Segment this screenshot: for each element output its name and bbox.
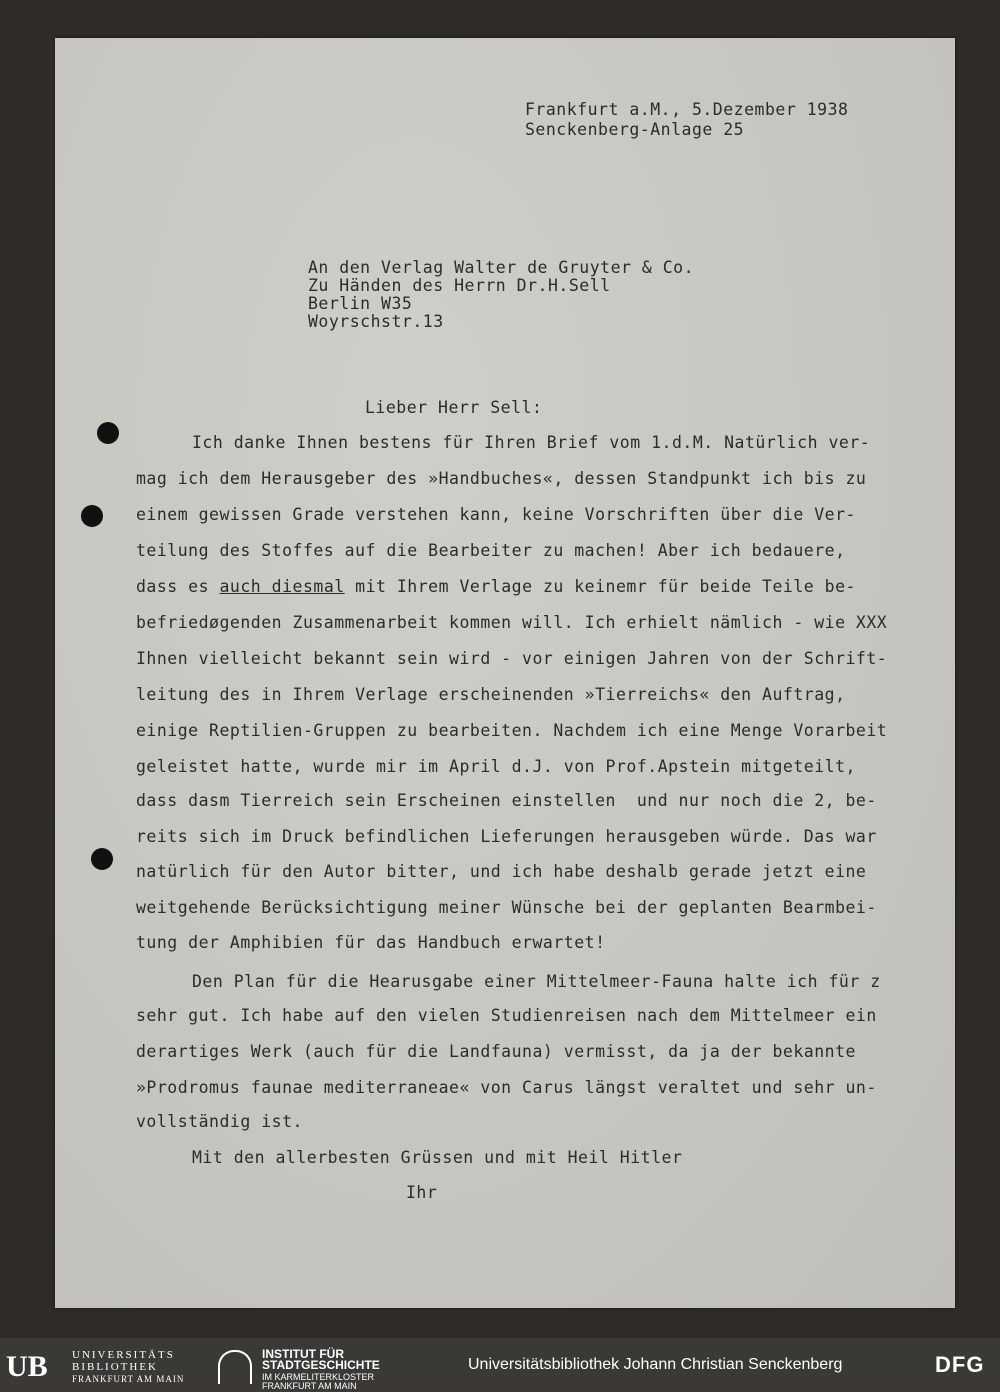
body-line: »Prodromus faunae mediterraneae« von Carus längst veraltet und sehr un- xyxy=(136,1078,877,1097)
closing-line: Mit den allerbesten Grüssen und mit Heil Hitler xyxy=(192,1148,683,1167)
body-line: dass dasm Tierreich sein Erscheinen einstellen und nur noch die 2, be- xyxy=(136,791,877,810)
ub-logo-line: BIBLIOTHEK xyxy=(72,1361,158,1373)
body-line: weitgehende Berücksichtigung meiner Wünsche bei der geplanten Bearmbei- xyxy=(136,898,877,917)
body-line: tung der Amphibien für das Handbuch erwartet! xyxy=(136,933,606,952)
body-line: geleistet hatte, wurde mir im April d.J. von Prof.Apstein mitgeteilt, xyxy=(136,757,856,776)
body-line: reits sich im Druck befindlichen Lieferungen herausgeben würde. Das war xyxy=(136,827,877,846)
arch-icon xyxy=(218,1350,252,1384)
ub-logo-line: FRANKFURT AM MAIN xyxy=(72,1374,185,1384)
street-line: Senckenberg-Anlage 25 xyxy=(525,120,745,139)
punch-hole xyxy=(91,848,113,870)
underlined-phrase: auch diesmal xyxy=(219,577,345,596)
body-line: befriedøgenden Zusammenarbeit kommen will. Ich erhielt nämlich - wie XXX xyxy=(136,613,888,632)
isg-logo xyxy=(218,1347,418,1391)
body-line xyxy=(136,577,856,596)
body-line: Den Plan für die Hearusgabe einer Mittelmeer-Fauna halte ich für z xyxy=(192,972,881,991)
footer-title: Universitätsbibliothek Johann Christian Senckenberg xyxy=(468,1356,843,1373)
body-line: leitung des in Ihrem Verlage erscheinenden »Tierreichs« den Auftrag, xyxy=(136,685,846,704)
isg-logo-line: STADTGESCHICHTE xyxy=(262,1358,380,1372)
body-line: Ich danke Ihnen bestens für Ihren Brief vom 1.d.M. Natürlich ver- xyxy=(192,433,871,452)
body-line: Ihnen vielleicht bekannt sein wird - vor einigen Jahren von der Schrift- xyxy=(136,649,888,668)
body-line: einem gewissen Grade verstehen kann, keine Vorschriften über die Ver- xyxy=(136,505,856,524)
body-line: mag ich dem Herausgeber des »Handbuches«, dessen Standpunkt ich bis zu xyxy=(136,469,867,488)
body-line: derartiges Werk (auch für die Landfauna) vermisst, da ja der bekannte xyxy=(136,1042,856,1061)
body-line-end: mit Ihrem Verlage zu keinemr für beide Teile be- xyxy=(344,577,856,596)
punch-hole xyxy=(81,505,103,527)
body-line: sehr gut. Ich habe auf den vielen Studienreisen nach dem Mittelmeer ein xyxy=(136,1006,877,1025)
isg-logo-line: IM KARMELITERKLOSTER xyxy=(262,1372,375,1382)
date-line: Frankfurt a.M., 5.Dezember 1938 xyxy=(525,100,849,119)
isg-logo-line: INSTITUT FÜR xyxy=(262,1347,344,1361)
body-line: teilung des Stoffes auf die Bearbeiter zu machen! Aber ich bedauere, xyxy=(136,541,846,560)
body-line: natürlich für den Autor bitter, und ich habe deshalb gerade jetzt eine xyxy=(136,862,867,881)
body-line: vollständig ist. xyxy=(136,1112,303,1131)
ub-logo-line: UNIVERSITÄTS xyxy=(72,1349,175,1361)
body-line: einige Reptilien-Gruppen zu bearbeiten. Nachdem ich eine Menge Vorarbeit xyxy=(136,721,888,740)
dfg-logo: DFG xyxy=(935,1352,985,1377)
recipient-line: An den Verlag Walter de Gruyter & Co. xyxy=(308,258,695,277)
isg-logo-line: FRANKFURT AM MAIN xyxy=(262,1381,357,1391)
recipient-line: Berlin W35 xyxy=(308,294,413,313)
letter-page xyxy=(55,38,955,1308)
signature-line: Ihr xyxy=(406,1183,438,1202)
salutation: Lieber Herr Sell: xyxy=(365,398,543,417)
ub-logo xyxy=(6,1350,196,1384)
body-line-start: dass es xyxy=(136,577,220,596)
recipient-line: Zu Händen des Herrn Dr.H.Sell xyxy=(308,276,611,295)
punch-hole xyxy=(97,422,119,444)
recipient-line: Woyrschstr.13 xyxy=(308,312,444,331)
ub-mark: UB xyxy=(6,1350,48,1383)
footer-bar xyxy=(0,1338,1000,1391)
